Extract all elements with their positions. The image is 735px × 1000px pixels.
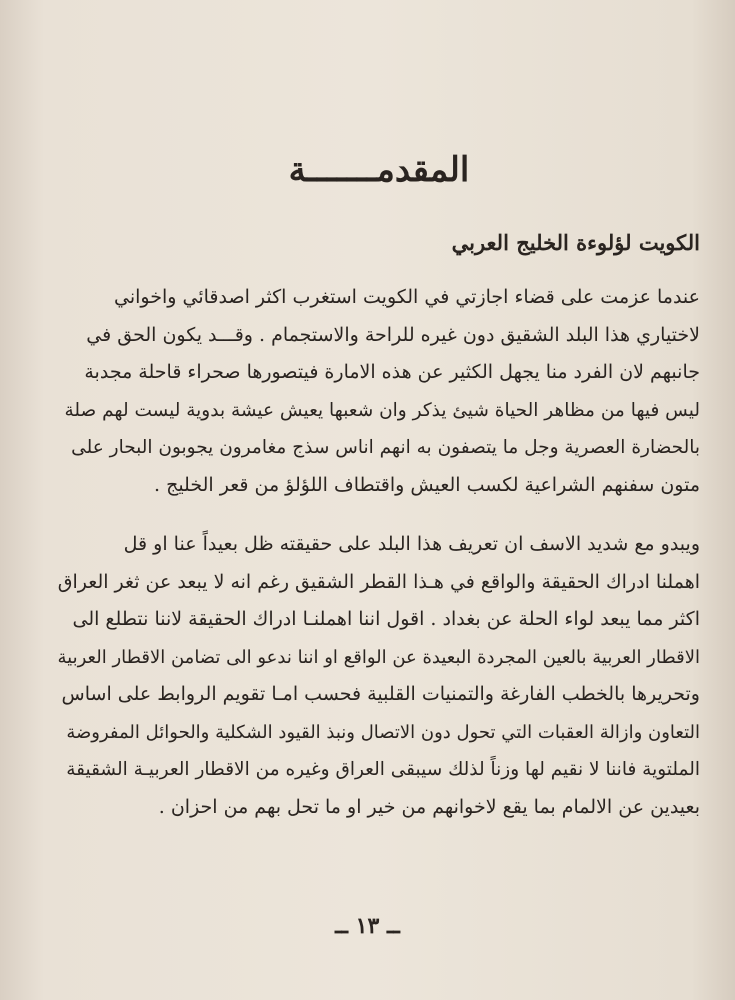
text-line: التعاون وازالة العقبات التي تحول دون الاتصال ونبذ القيود الشكلية والحوائل المفروضة (66, 721, 700, 743)
paragraph-1 (58, 279, 700, 504)
text-line: عندما عزمت على قضاء اجازتي في الكويت استغرب اكثر اصدقائي واخواني (114, 286, 700, 308)
text-line: اهملنا ادراك الحقيقة والواقع في هـذا القطر الشقيق رغم انه لا يبعد عن ثغر العراق (57, 570, 700, 593)
page-title: المقدمـــــــة (288, 150, 470, 190)
text-line: الاقطار العربية بالعين المجردة البعيدة عن الواقع او اننا ندعو الى تضامن الاقطار العربية (57, 646, 700, 668)
page-content (58, 150, 700, 826)
text-line: بالحضارة العصرية وجل ما يتصفون به انهم اناس سذج مغامرون يجوبون البحار على (71, 437, 700, 458)
text-line: وتحريرها بالخطب الفارغة والتمنيات القلبية فحسب امـا تقويم الروابط على اساس (61, 683, 700, 705)
text-line: لاختياري هذا البلد الشقيق دون غيره للراحة والاستجمام . وقـــد يكون الحق في (86, 323, 700, 346)
text-line: الملتوية فاننا لا نقيم لها وزناً لذلك سيبقى العراق وغيره من الاقطار العربيـة الشقيقة (66, 759, 700, 780)
text-line: ويبدو مع شديد الاسف ان تعريف هذا البلد على حقيقته ظل بعيداً عنا او قل (123, 533, 700, 555)
text-line: بعيدين عن الالمام بما يقع لاخوانهم من خير او ما تحل بهم من احزان . (158, 795, 700, 818)
text-line: متون سفنهم الشراعية لكسب العيش واقتطاف اللؤلؤ من قعر الخليج . (153, 473, 700, 496)
section-subtitle: الكويت لؤلوءة الخليج العربي (451, 230, 700, 255)
text-line: جانبهم لان الفرد منا يجهل الكثير عن هذه الامارة فيتصورها صحراء قاحلة مجدبة (84, 361, 700, 383)
paragraph-2 (58, 526, 700, 826)
paragraph-gap (58, 504, 700, 526)
text-line: ليس فيها من مظاهر الحياة شيئ يذكر وان شعبها يعيش عيشة بدوية ليست لهم صلة (64, 399, 700, 421)
page-number: ــ ١٣ ــ (335, 913, 400, 939)
text-line: اكثر مما يبعد لواء الحلة عن بغداد . اقول اننا اهملنـا ادراك الحقيقة لاننا نتطلع الى (72, 608, 700, 630)
